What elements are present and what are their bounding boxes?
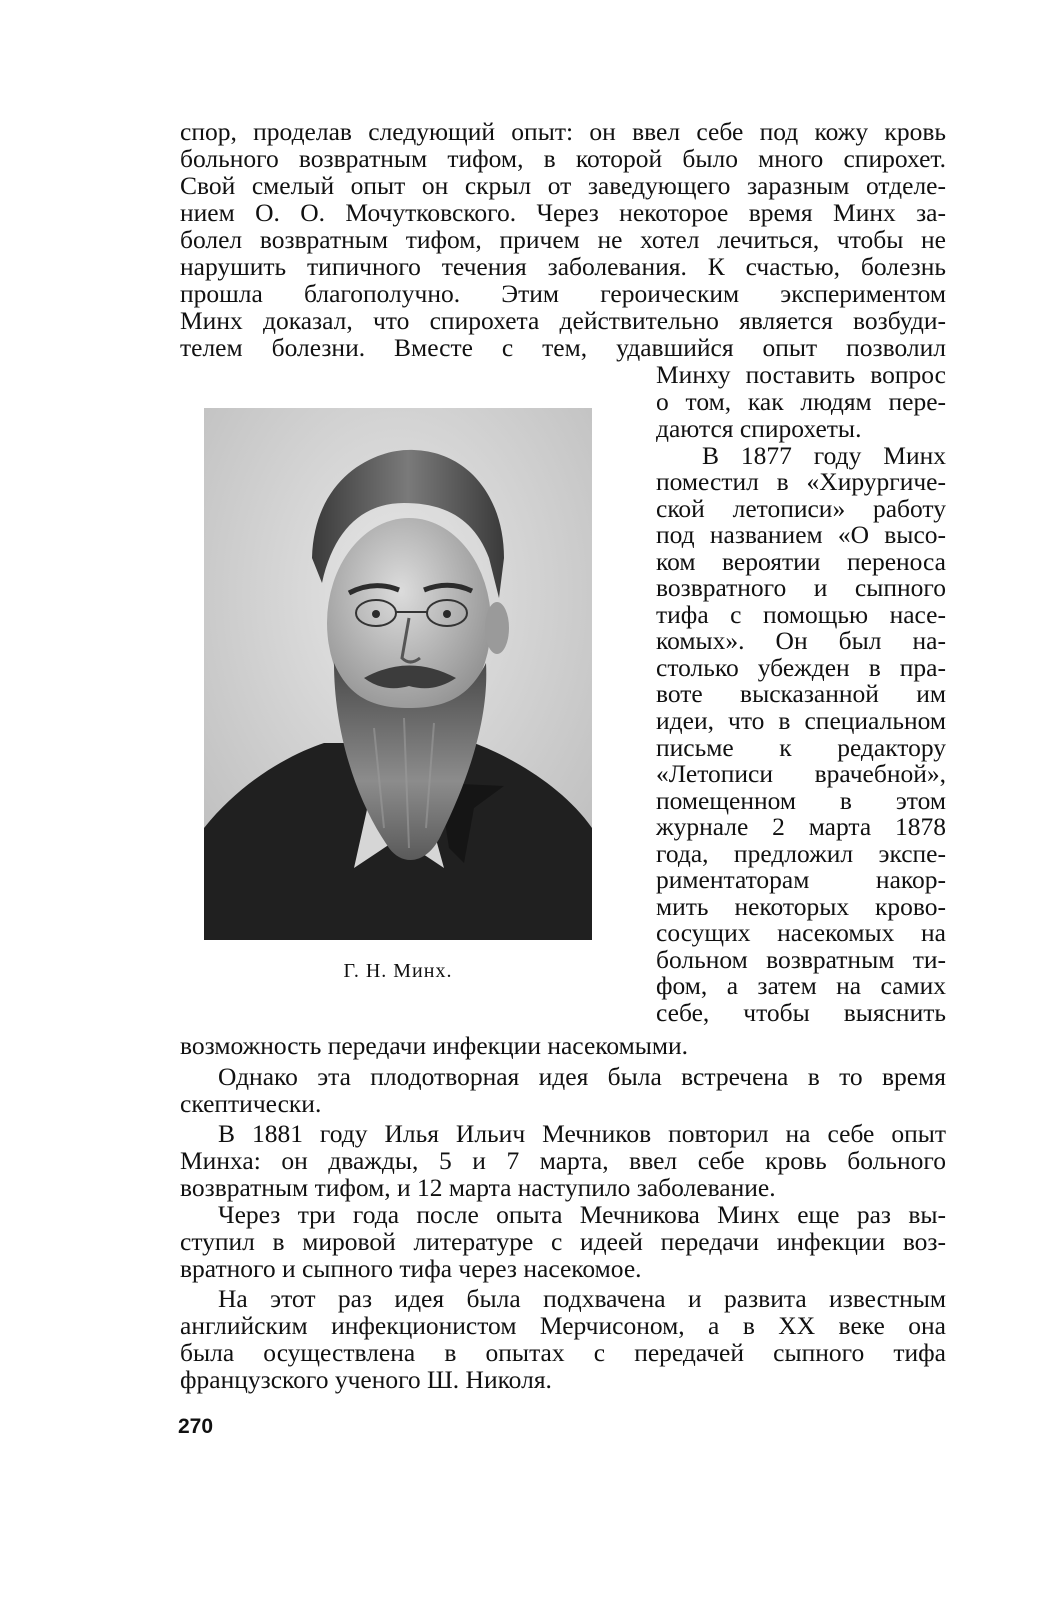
- portrait-illustration: [204, 408, 592, 940]
- side-text-line: идеи, что в специальном: [656, 706, 946, 735]
- side-text-line: себе, чтобы выяснить: [656, 998, 946, 1027]
- text-line: нием О. О. Мочутковского. Через некоторое время Минх за-: [180, 198, 946, 227]
- page-number: 270: [178, 1415, 214, 1438]
- side-text-line: о том, как людям пере-: [656, 387, 946, 416]
- text-line: телем болезни. Вместе с тем, удавшийся опыт позволил: [180, 333, 946, 362]
- text-line: скептически.: [180, 1089, 322, 1118]
- text-line: Минха: он дважды, 5 и 7 марта, ввел себе кровь больного: [180, 1146, 946, 1175]
- side-text-line: ской летописи» работу: [656, 494, 946, 523]
- side-text-line: риментаторам накор-: [656, 865, 946, 894]
- side-text-line: ком вероятии переноса: [656, 547, 946, 576]
- side-text-line: больном возвратным ти-: [656, 945, 946, 974]
- portrait-photo: [204, 408, 592, 940]
- side-text-line: года, предложил экспе-: [656, 839, 946, 868]
- side-text-line: помещенном в этом: [656, 786, 946, 815]
- figure-caption: Г. Н. Минх.: [343, 960, 453, 982]
- side-text-line: под названием «О высо-: [656, 520, 946, 549]
- side-text-line: мить некоторых крово-: [656, 892, 946, 921]
- side-text-line: сосущих насекомых на: [656, 918, 946, 947]
- side-text-line: воте высказанной им: [656, 679, 946, 708]
- side-text-line: журнале 2 марта 1878: [656, 812, 946, 841]
- text-line: Через три года после опыта Мечникова Минх еще раз вы-: [218, 1200, 946, 1229]
- text-line: больного возвратным тифом, в которой было много спирохет.: [180, 144, 946, 173]
- side-text-line: фом, а затем на самих: [656, 971, 946, 1000]
- side-text-line: Минху поставить вопрос: [656, 360, 946, 389]
- side-text-line: «Летописи врачебной»,: [656, 759, 946, 788]
- text-line: спор, проделав следующий опыт: он ввел себе под кожу кровь: [180, 117, 946, 146]
- text-line: возвратным тифом, и 12 марта наступило заболевание.: [180, 1173, 776, 1202]
- side-text-line: тифа с помощью насе-: [656, 600, 946, 629]
- text-line: Свой смелый опыт он скрыл от заведующего заразным отделе-: [180, 171, 946, 200]
- side-text-line: столько убежден в пра-: [656, 653, 946, 682]
- side-text-line: поместил в «Хирургиче-: [656, 467, 946, 496]
- text-line: французского ученого Ш. Николя.: [180, 1365, 552, 1394]
- text-line: Минх доказал, что спирохета действительно является возбуди-: [180, 306, 946, 335]
- text-line: В 1881 году Илья Ильич Мечников повторил на себе опыт: [218, 1119, 946, 1148]
- text-line: Однако эта плодотворная идея была встречена в то время: [218, 1062, 946, 1091]
- side-text-line: возвратного и сыпного: [656, 573, 946, 602]
- text-line: нарушить типичного течения заболевания. К счастью, болезнь: [180, 252, 946, 281]
- text-line: болел возвратным тифом, причем не хотел лечиться, чтобы не: [180, 225, 946, 254]
- text-line: была осуществлена в опытах с передачей сыпного тифа: [180, 1338, 946, 1367]
- side-text-line: комых». Он был на-: [656, 626, 946, 655]
- text-line: ступил в мировой литературе с идеей передачи инфекции воз-: [180, 1227, 946, 1256]
- side-text-line: В 1877 году Минх: [702, 441, 946, 470]
- side-text-line: письме к редактору: [656, 733, 946, 762]
- text-line: На этот раз идея была подхвачена и развита известным: [218, 1284, 946, 1313]
- text-line: вратного и сыпного тифа через насекомое.: [180, 1254, 642, 1283]
- text-line: возможность передачи инфекции насекомыми.: [180, 1031, 689, 1060]
- text-line: прошла благополучно. Этим героическим экспериментом: [180, 279, 946, 308]
- text-line: английским инфекционистом Мерчисоном, а в XX веке она: [180, 1311, 946, 1340]
- side-text-line: даются спирохеты.: [656, 414, 862, 443]
